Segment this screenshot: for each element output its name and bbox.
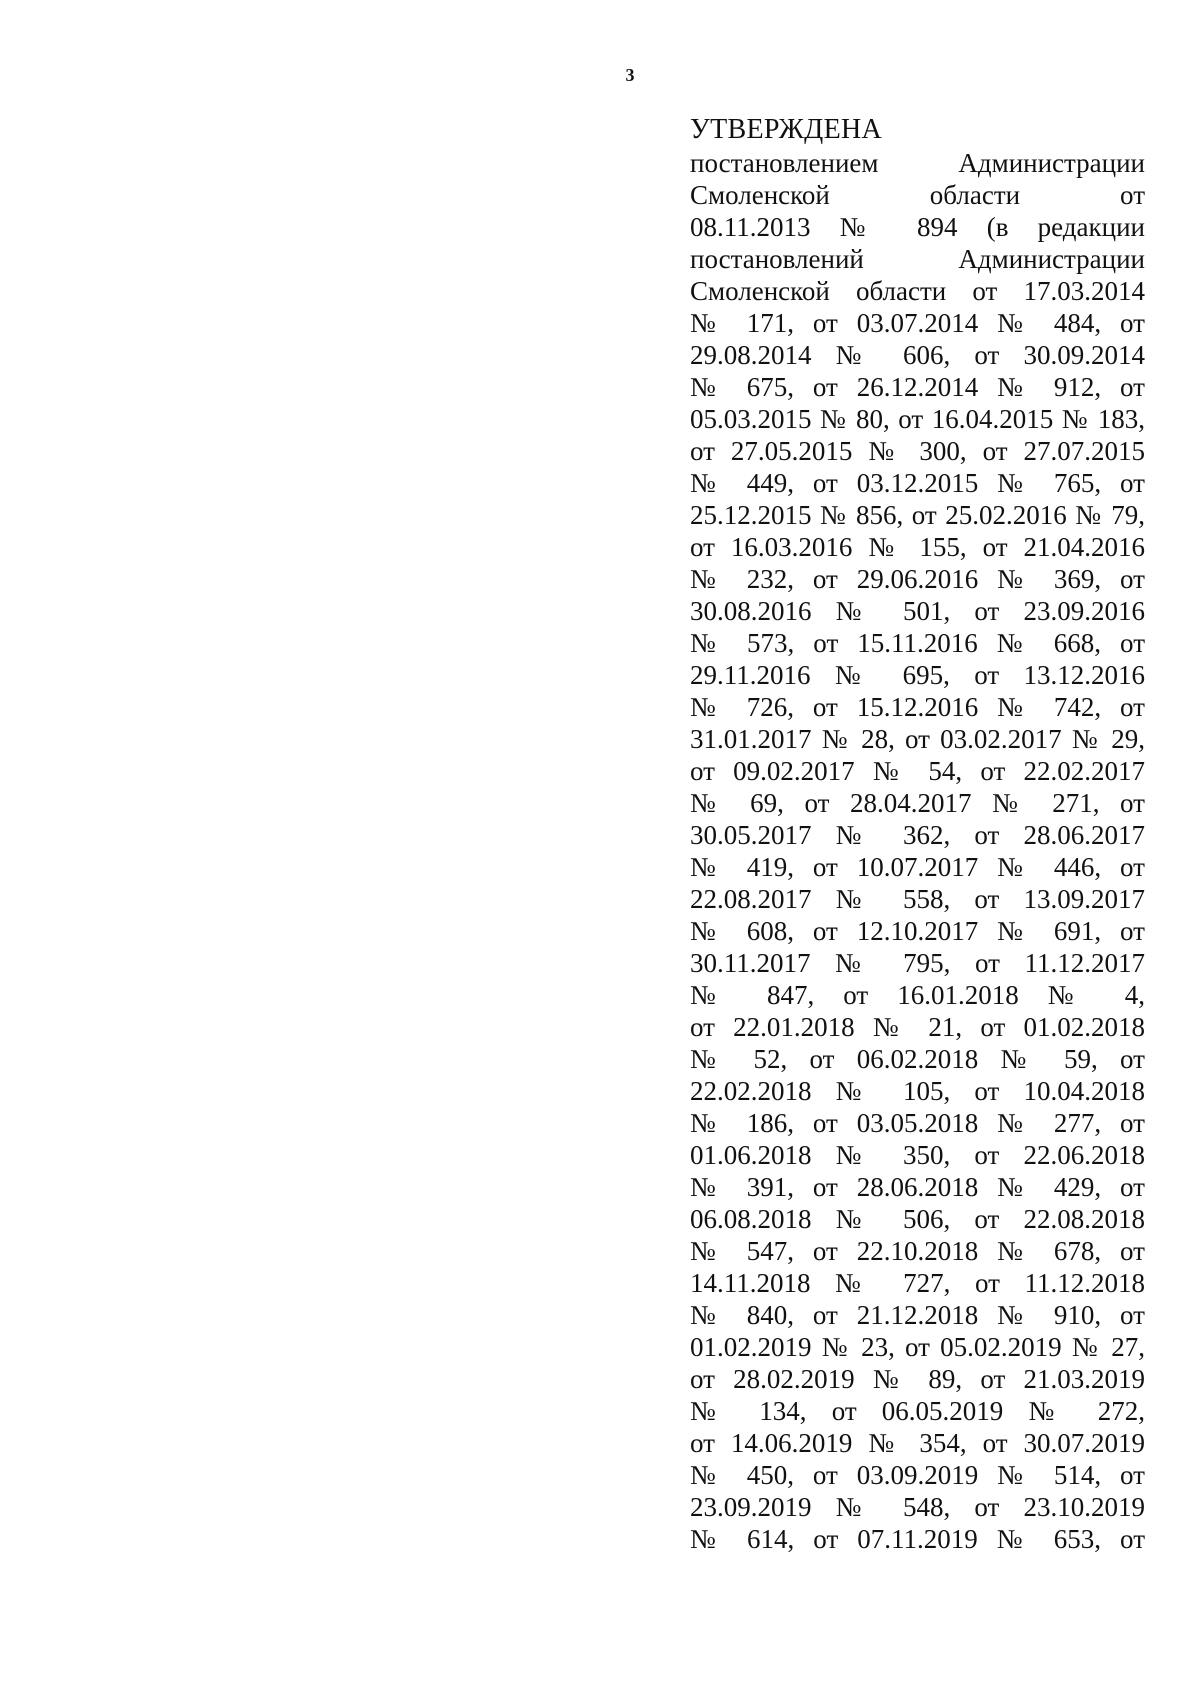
approval-line: № 171, от 03.07.2014 № 484, от — [690, 308, 1145, 338]
approval-line: 30.11.2017 № 795, от 11.12.2017 — [690, 948, 1145, 978]
approval-line: № 391, от 28.06.2018 № 429, от — [690, 1172, 1145, 1202]
approval-line: № 675, от 26.12.2014 № 912, от — [690, 372, 1145, 402]
approval-line: постановлений Администрации — [690, 244, 1145, 274]
approval-line: № 547, от 22.10.2018 № 678, от — [690, 1236, 1145, 1266]
approval-stamp-block — [690, 114, 1145, 1555]
approval-line: 23.09.2019 № 548, от 23.10.2019 — [690, 1492, 1145, 1522]
approval-text — [690, 147, 1145, 1555]
approval-line: 14.11.2018 № 727, от 11.12.2018 — [690, 1268, 1145, 1298]
approval-line: от 09.02.2017 № 54, от 22.02.2017 — [690, 756, 1145, 786]
approval-line: № 726, от 15.12.2016 № 742, от — [690, 692, 1145, 722]
approval-line: 29.08.2014 № 606, от 30.09.2014 — [690, 340, 1145, 370]
approval-line: № 232, от 29.06.2016 № 369, от — [690, 564, 1145, 594]
approval-line: 01.02.2019 № 23, от 05.02.2019 № 27, — [690, 1332, 1145, 1362]
approval-line: от 14.06.2019 № 354, от 30.07.2019 — [690, 1428, 1145, 1458]
approval-line: от 27.05.2015 № 300, от 27.07.2015 — [690, 436, 1145, 466]
approval-line: № 450, от 03.09.2019 № 514, от — [690, 1460, 1145, 1490]
approval-line: 05.03.2015 № 80, от 16.04.2015 № 183, — [690, 404, 1145, 434]
approval-line: от 16.03.2016 № 155, от 21.04.2016 — [690, 532, 1145, 562]
page-number: 3 — [625, 65, 635, 85]
approval-line: № 419, от 10.07.2017 № 446, от — [690, 852, 1145, 882]
approval-line: Смоленской области от 17.03.2014 — [690, 276, 1145, 306]
approval-line: от 28.02.2019 № 89, от 21.03.2019 — [690, 1364, 1145, 1394]
approval-line: 08.11.2013 № 894 (в редакции — [690, 212, 1145, 242]
approval-line: 30.08.2016 № 501, от 23.09.2016 — [690, 596, 1145, 626]
approval-line: 22.08.2017 № 558, от 13.09.2017 — [690, 884, 1145, 914]
approval-line: № 847, от 16.01.2018 № 4, — [690, 980, 1145, 1010]
approval-line: № 134, от 06.05.2019 № 272, — [690, 1396, 1145, 1426]
approval-line: 06.08.2018 № 506, от 22.08.2018 — [690, 1204, 1145, 1234]
approval-line: № 614, от 07.11.2019 № 653, от — [690, 1524, 1145, 1554]
approval-line: от 22.01.2018 № 21, от 01.02.2018 — [690, 1012, 1145, 1042]
approval-title: УТВЕРЖДЕНА — [690, 114, 883, 145]
approval-line: № 573, от 15.11.2016 № 668, от — [690, 628, 1145, 658]
approval-line: № 840, от 21.12.2018 № 910, от — [690, 1300, 1145, 1330]
approval-line: постановлением Администрации — [690, 148, 1145, 178]
approval-line: № 52, от 06.02.2018 № 59, от — [690, 1044, 1145, 1074]
approval-line: 30.05.2017 № 362, от 28.06.2017 — [690, 820, 1145, 850]
approval-line: 29.11.2016 № 695, от 13.12.2016 — [690, 660, 1145, 690]
approval-line: № 69, от 28.04.2017 № 271, от — [690, 788, 1145, 818]
approval-line: № 449, от 03.12.2015 № 765, от — [690, 468, 1145, 498]
approval-line: № 608, от 12.10.2017 № 691, от — [690, 916, 1145, 946]
approval-line: 25.12.2015 № 856, от 25.02.2016 № 79, — [690, 500, 1145, 530]
approval-line: 31.01.2017 № 28, от 03.02.2017 № 29, — [690, 724, 1145, 754]
approval-line: № 186, от 03.05.2018 № 277, от — [690, 1108, 1145, 1138]
approval-line: 22.02.2018 № 105, от 10.04.2018 — [690, 1076, 1145, 1106]
approval-line: 01.06.2018 № 350, от 22.06.2018 — [690, 1140, 1145, 1170]
approval-line: Смоленской области от — [690, 180, 1145, 210]
